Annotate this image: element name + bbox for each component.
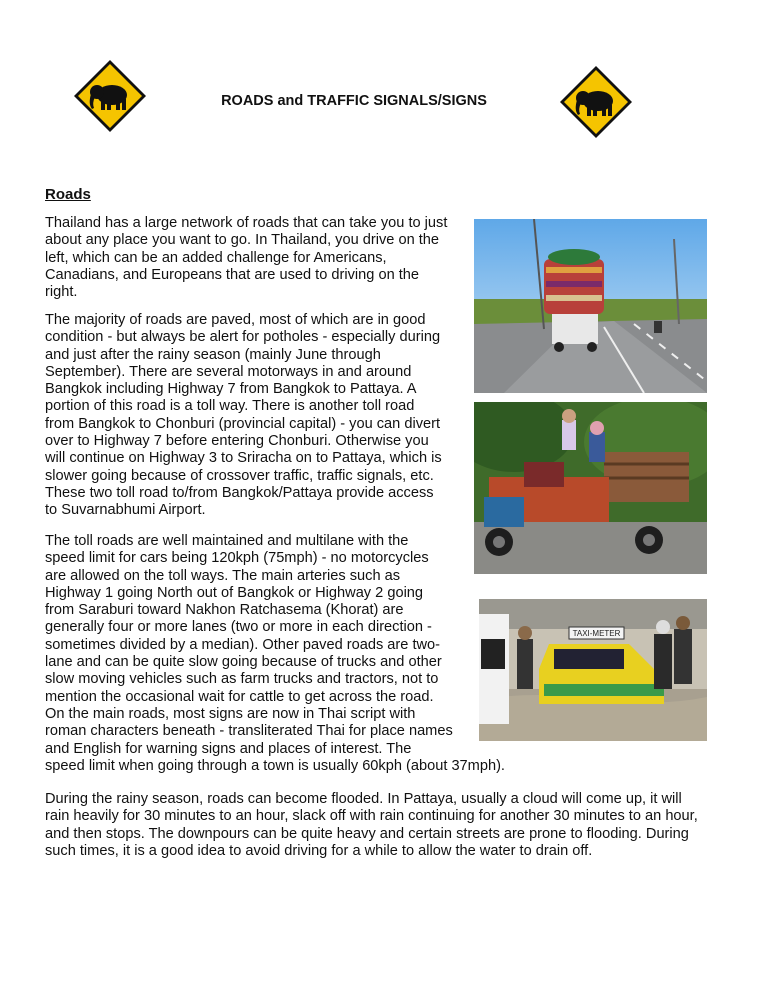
text-line: These two toll road to/from Bangkok/Pattaya provide access (45, 484, 434, 501)
text-line: speed limit when going through a town is usually 60kph (about 37mph). (45, 757, 505, 774)
text-line: and English for warning signs and places of interest. The (45, 740, 412, 757)
text-line: over to Highway 7 before entering Chonburi. Otherwise you (45, 433, 429, 450)
text-line: During the rainy season, roads can become flooded. In Pattaya, usually a cloud will come up, it will (45, 791, 682, 807)
text-line: speed limit for cars being 120kph (75mph) - no motorcycles (45, 550, 429, 567)
text-line: September). There are several motorways in and around (45, 363, 412, 380)
photo-farm-truck (474, 402, 707, 574)
text-line: and just after the rainy season (mainly June through (45, 346, 381, 363)
taxi-meter-sign: TAXI-METER (572, 629, 621, 638)
paragraph-1 (45, 215, 447, 301)
text-line: mention the occasional wait for cattle to get across the road. (45, 688, 434, 705)
paragraph-2 (45, 312, 442, 520)
paragraph-3 (45, 533, 505, 775)
text-line: are allowed on the toll ways. The main arteries such as (45, 567, 401, 584)
text-line: from Saraburi toward Nakhon Ratchasema (Khorat) are (45, 602, 404, 619)
paragraph-4 (45, 791, 698, 860)
text-line: Highway 1 going North out of Bangkok or Highway 2 going (45, 584, 424, 601)
text-line: and then stops. The downpours can be quite heavy and certain streets are prone to flooding. During (45, 825, 689, 842)
page-title: ROADS and TRAFFIC SIGNALS/SIGNS (221, 93, 487, 109)
text-line: slow moving vehicles such as farm trucks and tractors, not to (45, 671, 439, 688)
text-line: from Bangkok to Chonburi (provincial capital) - you can divert (45, 415, 441, 432)
photo-overloaded-truck (474, 219, 707, 393)
text-line: right. (45, 284, 78, 301)
text-line: lane and can be quite slow going because of trucks and other (45, 654, 442, 671)
text-line: On the main roads, most signs are now in Thai script with (45, 705, 416, 722)
text-line: The majority of roads are paved, most of which are in good (45, 312, 426, 328)
text-line: portion of this road is a toll way. There is another toll road (45, 398, 415, 415)
text-line: left, which can be an added challenge for Americans, (45, 249, 387, 266)
text-line: such times, it is a good idea to avoid driving for a while to allow the water to drain off. (45, 842, 593, 859)
text-line: condition - but always be alert for potholes - especially during (45, 329, 441, 346)
photo-flooded-street-taxi (479, 599, 707, 741)
text-line: slower going because of crossover traffic, traffic signals, etc. (45, 467, 434, 484)
text-line: sometimes divided by a median). Other paved roads are two- (45, 636, 441, 653)
text-line: Bangkok including Highway 7 from Bangkok to Pattaya. A (45, 381, 417, 398)
section-heading-roads: Roads (45, 186, 91, 203)
text-line: will continue on Highway 3 to Sriracha on to Pattaya, which is (45, 450, 442, 467)
text-line: The toll roads are well maintained and multilane with the (45, 533, 409, 549)
text-line: about any place you want to go. In Thailand, you drive on the (45, 232, 440, 249)
text-line: generally four or more lanes (two or more in each direction - (45, 619, 432, 636)
text-line: rain heavily for 30 minutes to an hour, slack off with rain continuing for another 30 minutes to an hour, (45, 808, 698, 825)
text-line: Canadians, and Europeans that are used to driving on the (45, 266, 420, 283)
text-line: roman characters beneath - transliterated Thai for place names (45, 723, 453, 740)
text-line: Thailand has a large network of roads that can take you to just (45, 215, 448, 231)
text-line: to Suvarnabhumi Airport. (45, 502, 206, 519)
